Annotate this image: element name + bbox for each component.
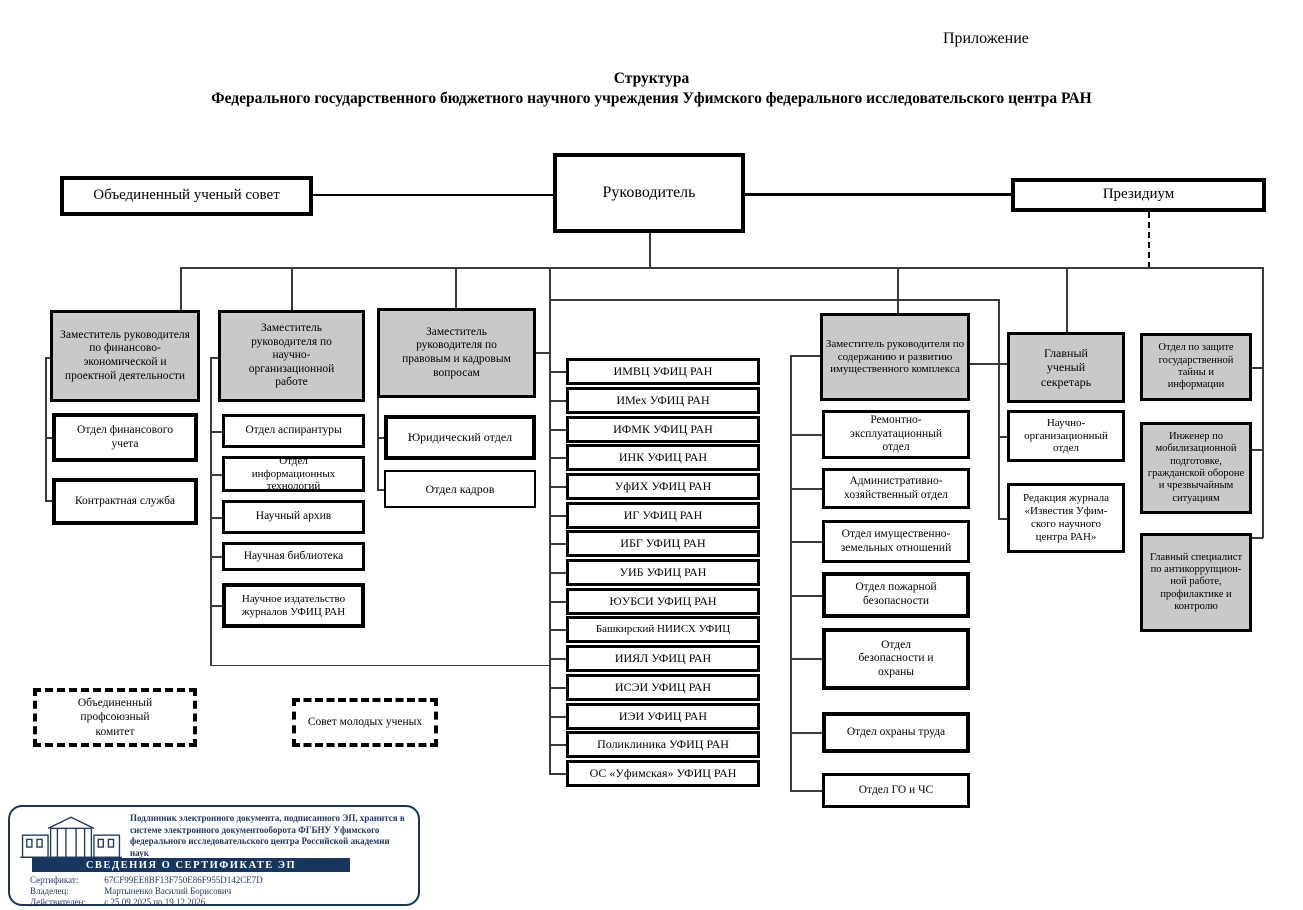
box-anticorruption-specialist: Главный специалист по антикоррупцион-ной работе, профилактике и контролю [1140, 533, 1252, 632]
box-labor-protection-dept: Отдел охраны труда [822, 712, 970, 753]
box-deputy-finance: Заместитель руководителя по финансово-экономической и проектной деятельности [50, 310, 200, 402]
line [549, 515, 567, 517]
box-scientific-publishing: Научное издательство журналов УФИЦ РАН [222, 583, 365, 628]
line [790, 488, 823, 490]
box-financial-accounting: Отдел финансового учета [52, 413, 198, 462]
line [1251, 367, 1263, 369]
box-it-dept: Отдел информационных технологий [222, 456, 365, 492]
line [1251, 449, 1263, 451]
stamp-label: Действителен: [30, 897, 86, 907]
box-institute: ИФМК УФИЦ РАН [566, 416, 760, 443]
box-institute: Поликлиника УФИЦ РАН [566, 731, 760, 758]
box-institute: ИНК УФИЦ РАН [566, 444, 760, 471]
line [1262, 267, 1264, 538]
box-property-land-dept: Отдел имущественно-земельных отношений [822, 520, 970, 563]
line [549, 299, 998, 301]
line [790, 355, 821, 357]
box-institute: ИМех УФИЦ РАН [566, 387, 760, 414]
line [549, 543, 567, 545]
line [45, 357, 47, 502]
line [790, 595, 823, 597]
line [549, 400, 567, 402]
box-hr-dept: Отдел кадров [384, 470, 536, 508]
box-head: Руководитель [553, 153, 745, 233]
box-civil-defense-dept: Отдел ГО и ЧС [822, 773, 970, 808]
line [455, 267, 457, 308]
line [291, 267, 293, 310]
line [549, 601, 567, 603]
line [210, 357, 212, 666]
line [790, 732, 823, 734]
line [790, 434, 823, 436]
line [549, 658, 567, 660]
box-institute: ИБГ УФИЦ РАН [566, 530, 760, 557]
line [745, 193, 1011, 196]
line [549, 716, 567, 718]
line [549, 371, 567, 373]
box-scientific-org-dept: Научно-организационный отдел [1007, 410, 1125, 462]
stamp-value: 67CF99EE8BF13F750E86F955D142CE7D [104, 875, 263, 885]
box-security-dept: Отдел безопасности и охраны [822, 628, 970, 690]
box-scientific-archive: Научный архив [222, 500, 365, 534]
page-title: Структура [613, 70, 690, 87]
line [549, 572, 567, 574]
line [313, 194, 553, 196]
line [549, 773, 567, 775]
line [897, 267, 899, 313]
box-mobilization-engineer: Инженер по мобилизационной подготовке, гражданской обороне и чрезвычайным ситуациям [1140, 422, 1252, 514]
line [549, 687, 567, 689]
box-united-scientific-council: Объединенный ученый совет [60, 176, 313, 216]
box-trade-union-committee: Объединенный профсоюзный комитет [33, 688, 197, 747]
stamp-notice: Подлинник электронного документа, подписанного ЭП, хранится в системе электронного документооборота ФГБНУ Уфимского федерального исследовательского центра Российской академии наук [130, 813, 405, 859]
box-deputy-property: Заместитель руководителя по содержанию и развитию имущественного комплекса [820, 313, 970, 401]
stamp-value: Мартыненко Василий Борисович [104, 886, 232, 896]
line [180, 267, 182, 310]
box-administrative-dept: Административно-хозяйственный отдел [822, 468, 970, 509]
box-presidium: Президиум [1011, 178, 1266, 212]
line [970, 363, 1008, 365]
box-legal-dept: Юридический отдел [384, 415, 536, 460]
stamp-label: Сертификат: [30, 875, 79, 885]
line [549, 457, 567, 459]
line [549, 744, 567, 746]
box-institute: УИБ УФИЦ РАН [566, 559, 760, 586]
box-institute: ИИЯЛ УФИЦ РАН [566, 645, 760, 672]
box-institute: Башкирский НИИСХ УФИЦ [566, 616, 760, 643]
box-contract-service: Контрактная служба [52, 478, 198, 525]
box-scientific-library: Научная библиотека [222, 542, 365, 571]
line [790, 355, 792, 792]
line [790, 790, 823, 792]
line [210, 665, 550, 666]
box-institute: УфИХ УФИЦ РАН [566, 473, 760, 500]
box-repair-operation-dept: Ремонтно-эксплуатационный отдел [822, 410, 970, 459]
box-chief-scientific-secretary: Главный ученый секретарь [1007, 332, 1125, 403]
stamp-label: Владелец: [30, 886, 69, 896]
esignature-stamp [8, 805, 420, 906]
box-young-scientists-council: Совет молодых ученых [292, 698, 438, 747]
line [790, 541, 823, 543]
box-institute: ИМВЦ УФИЦ РАН [566, 358, 760, 385]
box-deputy-science-org: Заместитель руководителя по научно-организационной работе [218, 310, 365, 402]
line [549, 486, 567, 488]
box-institute: ИГ УФИЦ РАН [566, 502, 760, 529]
line [180, 267, 1263, 269]
box-institute: ЮУБСИ УФИЦ РАН [566, 588, 760, 615]
line [536, 352, 550, 354]
page-subtitle: Федерального государственного бюджетного научного учреждения Уфимского федерального исследовательского центра РАН [211, 90, 1092, 107]
line [790, 658, 823, 660]
dashed-line [1148, 212, 1150, 268]
box-fire-safety-dept: Отдел пожарной безопасности [822, 572, 970, 618]
line [549, 429, 567, 431]
line [1251, 537, 1263, 539]
line [998, 299, 1000, 520]
line [649, 233, 651, 268]
stamp-bar-title: СВЕДЕНИЯ О СЕРТИФИКАТЕ ЭП [32, 858, 350, 872]
stamp-row-certificate [30, 875, 263, 885]
box-postgraduate-dept: Отдел аспирантуры [222, 414, 365, 448]
box-deputy-legal: Заместитель руководителя по правовым и кадровым вопросам [377, 308, 536, 398]
stamp-row-validity [30, 897, 205, 907]
box-state-secrets-dept: Отдел по защите государственной тайны и информации [1140, 333, 1252, 401]
stamp-value: с 25.09.2025 по 19.12.2026 [104, 897, 206, 907]
box-institute: ИЭИ УФИЦ РАН [566, 703, 760, 730]
box-institute: ИСЭИ УФИЦ РАН [566, 674, 760, 701]
building-illustration [20, 813, 122, 859]
box-institute: ОС «Уфимская» УФИЦ РАН [566, 760, 760, 787]
line [1066, 267, 1068, 332]
box-journal-editorial: Редакция журнала «Известия Уфим-ского научного центра РАН» [1007, 483, 1125, 553]
line [549, 267, 551, 774]
annotation-label: Приложение [943, 30, 1029, 47]
stamp-row-owner [30, 886, 231, 896]
line [549, 629, 567, 631]
